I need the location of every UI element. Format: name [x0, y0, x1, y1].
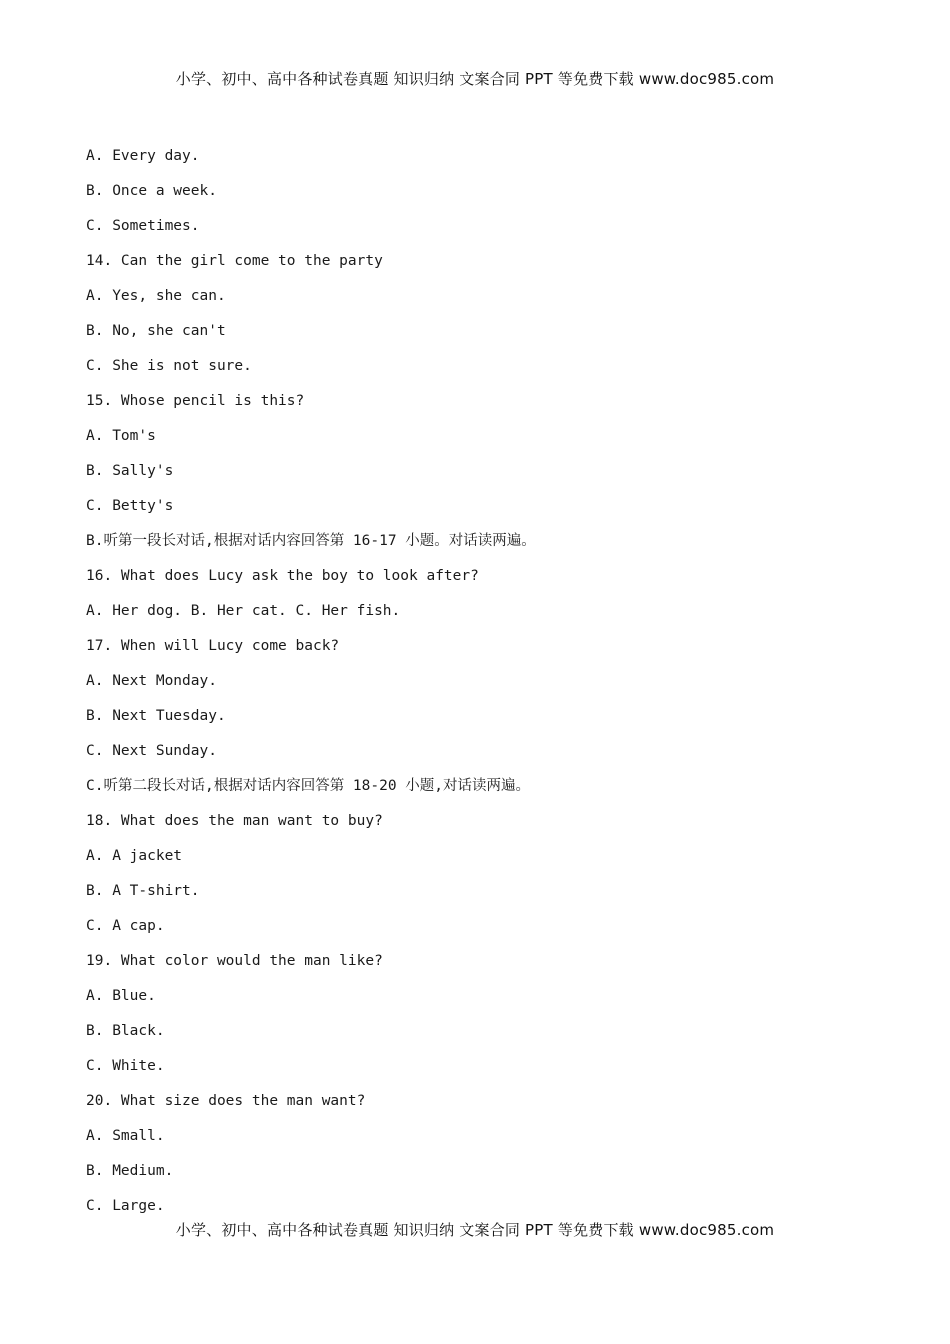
question-list	[86, 146, 886, 1231]
section-c-instruction: C.听第二段长对话,根据对话内容回答第 18-20 小题,对话读两遍。	[86, 778, 531, 794]
question-18: 18. What does the man want to buy?	[86, 813, 383, 829]
question-17: 17. When will Lucy come back?	[86, 638, 340, 654]
option-line: A. Small.	[86, 1128, 165, 1144]
option-line: A. Next Monday.	[86, 673, 217, 689]
question-16: 16. What does Lucy ask the boy to look after?	[86, 568, 479, 584]
page-header: 小学、初中、高中各种试卷真题 知识归纳 文案合同 PPT 等免费下载 www.doc985.com	[175, 70, 775, 88]
option-line: C. Sometimes.	[86, 218, 200, 234]
question-14: 14. Can the girl come to the party	[86, 253, 383, 269]
option-line: A. Yes, she can.	[86, 288, 226, 304]
question-19: 19. What color would the man like?	[86, 953, 383, 969]
option-line: C. White.	[86, 1058, 165, 1074]
option-line: B. Sally's	[86, 463, 174, 479]
option-line: B. No, she can't	[86, 323, 226, 339]
option-line: A. Every day.	[86, 148, 200, 164]
option-line: B. Once a week.	[86, 183, 217, 199]
option-line: A. Blue.	[86, 988, 156, 1004]
option-line: B. Black.	[86, 1023, 165, 1039]
option-line: B. Medium.	[86, 1163, 174, 1179]
option-line: B. Next Tuesday.	[86, 708, 226, 724]
option-line: C. Large.	[86, 1198, 165, 1214]
page-footer: 小学、初中、高中各种试卷真题 知识归纳 文案合同 PPT 等免费下载 www.doc985.com	[175, 1221, 775, 1239]
option-line: C. Next Sunday.	[86, 743, 217, 759]
option-line: C. She is not sure.	[86, 358, 252, 374]
option-line: A. A jacket	[86, 848, 183, 864]
question-20: 20. What size does the man want?	[86, 1093, 366, 1109]
option-line: B. A T-shirt.	[86, 883, 200, 899]
section-b-instruction: B.听第一段长对话,根据对话内容回答第 16-17 小题。对话读两遍。	[86, 533, 536, 549]
option-line: C. A cap.	[86, 918, 165, 934]
option-line: C. Betty's	[86, 498, 174, 514]
option-line: A. Her dog. B. Her cat. C. Her fish.	[86, 603, 401, 619]
question-15: 15. Whose pencil is this?	[86, 393, 305, 409]
option-line: A. Tom's	[86, 428, 156, 444]
